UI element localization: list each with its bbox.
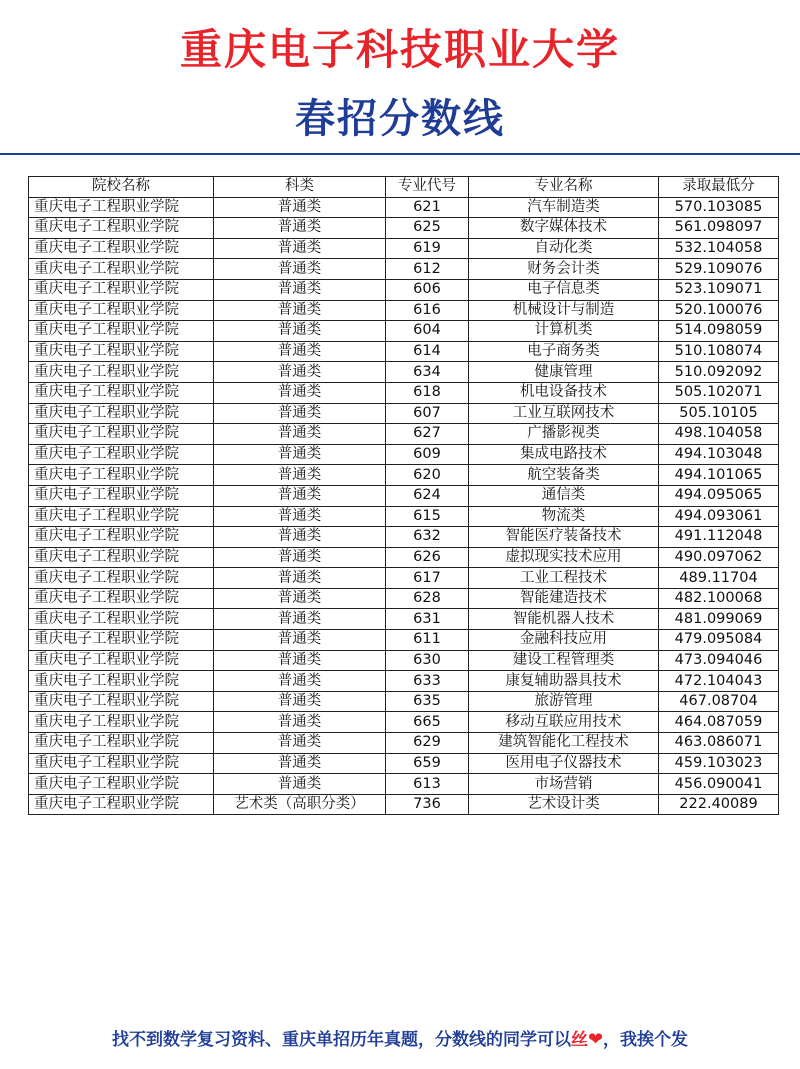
min-score-cell: 561.098097 <box>659 218 779 239</box>
school-cell: 重庆电子工程职业学院 <box>29 733 214 754</box>
table-row <box>29 588 779 609</box>
category-cell: 普通类 <box>214 424 386 445</box>
min-score-cell: 523.109071 <box>659 279 779 300</box>
major-name-cell: 金融科技应用 <box>469 630 659 651</box>
table-row <box>29 609 779 630</box>
min-score-cell: 489.11704 <box>659 568 779 589</box>
min-score-cell: 482.100068 <box>659 588 779 609</box>
table-row <box>29 650 779 671</box>
category-cell: 普通类 <box>214 753 386 774</box>
category-cell: 普通类 <box>214 650 386 671</box>
min-score-cell: 505.102071 <box>659 382 779 403</box>
min-score-cell: 510.092092 <box>659 362 779 383</box>
school-cell: 重庆电子工程职业学院 <box>29 588 214 609</box>
major-name-cell: 自动化类 <box>469 238 659 259</box>
school-cell: 重庆电子工程职业学院 <box>29 794 214 815</box>
min-score-cell: 464.087059 <box>659 712 779 733</box>
page-subtitle: 春招分数线 <box>295 96 505 142</box>
school-cell: 重庆电子工程职业学院 <box>29 691 214 712</box>
table-row <box>29 753 779 774</box>
table-row <box>29 444 779 465</box>
table-row <box>29 506 779 527</box>
major-code-cell: 629 <box>386 733 469 754</box>
min-score-cell: 459.103023 <box>659 753 779 774</box>
category-cell: 普通类 <box>214 382 386 403</box>
school-cell: 重庆电子工程职业学院 <box>29 238 214 259</box>
major-code-cell: 628 <box>386 588 469 609</box>
school-cell: 重庆电子工程职业学院 <box>29 465 214 486</box>
school-cell: 重庆电子工程职业学院 <box>29 218 214 239</box>
major-name-cell: 健康管理 <box>469 362 659 383</box>
school-cell: 重庆电子工程职业学院 <box>29 753 214 774</box>
major-code-cell: 665 <box>386 712 469 733</box>
admission-score-table <box>28 176 779 815</box>
category-cell: 普通类 <box>214 197 386 218</box>
footer-highlight: 丝 <box>570 1030 588 1050</box>
table-body <box>29 197 779 815</box>
table-row <box>29 794 779 815</box>
table-row <box>29 485 779 506</box>
major-name-cell: 工业工程技术 <box>469 568 659 589</box>
major-name-cell: 工业互联网技术 <box>469 403 659 424</box>
category-cell: 普通类 <box>214 774 386 795</box>
table-row <box>29 300 779 321</box>
school-cell: 重庆电子工程职业学院 <box>29 527 214 548</box>
major-code-cell: 736 <box>386 794 469 815</box>
table-row <box>29 630 779 651</box>
major-name-cell: 市场营销 <box>469 774 659 795</box>
min-score-cell: 222.40089 <box>659 794 779 815</box>
major-name-cell: 虚拟现实技术应用 <box>469 547 659 568</box>
min-score-cell: 505.10105 <box>659 403 779 424</box>
table-row <box>29 279 779 300</box>
min-score-cell: 494.101065 <box>659 465 779 486</box>
major-name-cell: 广播影视类 <box>469 424 659 445</box>
major-name-cell: 电子商务类 <box>469 341 659 362</box>
major-name-cell: 财务会计类 <box>469 259 659 280</box>
category-cell: 普通类 <box>214 259 386 280</box>
category-cell: 普通类 <box>214 506 386 527</box>
major-code-cell: 614 <box>386 341 469 362</box>
min-score-cell: 494.103048 <box>659 444 779 465</box>
table-row <box>29 218 779 239</box>
major-code-cell: 619 <box>386 238 469 259</box>
table-row <box>29 197 779 218</box>
school-cell: 重庆电子工程职业学院 <box>29 362 214 383</box>
major-name-cell: 建筑智能化工程技术 <box>469 733 659 754</box>
major-code-cell: 617 <box>386 568 469 589</box>
min-score-cell: 529.109076 <box>659 259 779 280</box>
column-category-header: 科类 <box>214 177 386 198</box>
min-score-cell: 520.100076 <box>659 300 779 321</box>
column-school-header: 院校名称 <box>29 177 214 198</box>
school-cell: 重庆电子工程职业学院 <box>29 403 214 424</box>
table-row <box>29 527 779 548</box>
min-score-cell: 532.104058 <box>659 238 779 259</box>
category-cell: 普通类 <box>214 671 386 692</box>
major-code-cell: 604 <box>386 321 469 342</box>
major-name-cell: 航空装备类 <box>469 465 659 486</box>
major-code-cell: 620 <box>386 465 469 486</box>
table-row <box>29 547 779 568</box>
footer-text-after: ，我挨个发 <box>603 1030 689 1050</box>
major-code-cell: 615 <box>386 506 469 527</box>
min-score-cell: 479.095084 <box>659 630 779 651</box>
school-cell: 重庆电子工程职业学院 <box>29 774 214 795</box>
category-cell: 普通类 <box>214 362 386 383</box>
major-code-cell: 616 <box>386 300 469 321</box>
table-row <box>29 382 779 403</box>
category-cell: 普通类 <box>214 341 386 362</box>
column-major-name-header: 专业名称 <box>469 177 659 198</box>
school-cell: 重庆电子工程职业学院 <box>29 300 214 321</box>
major-code-cell: 632 <box>386 527 469 548</box>
category-cell: 普通类 <box>214 712 386 733</box>
school-cell: 重庆电子工程职业学院 <box>29 609 214 630</box>
min-score-cell: 467.08704 <box>659 691 779 712</box>
table-row <box>29 321 779 342</box>
major-name-cell: 汽车制造类 <box>469 197 659 218</box>
category-cell: 普通类 <box>214 279 386 300</box>
table-row <box>29 671 779 692</box>
table-row <box>29 712 779 733</box>
school-cell: 重庆电子工程职业学院 <box>29 259 214 280</box>
major-name-cell: 旅游管理 <box>469 691 659 712</box>
school-cell: 重庆电子工程职业学院 <box>29 279 214 300</box>
major-code-cell: 612 <box>386 259 469 280</box>
major-code-cell: 609 <box>386 444 469 465</box>
major-code-cell: 613 <box>386 774 469 795</box>
school-cell: 重庆电子工程职业学院 <box>29 197 214 218</box>
major-name-cell: 移动互联应用技术 <box>469 712 659 733</box>
category-cell: 普通类 <box>214 403 386 424</box>
major-code-cell: 635 <box>386 691 469 712</box>
column-major-code-header: 专业代号 <box>386 177 469 198</box>
min-score-cell: 490.097062 <box>659 547 779 568</box>
category-cell: 普通类 <box>214 630 386 651</box>
major-code-cell: 659 <box>386 753 469 774</box>
min-score-cell: 456.090041 <box>659 774 779 795</box>
category-cell: 普通类 <box>214 588 386 609</box>
category-cell: 普通类 <box>214 485 386 506</box>
category-cell: 普通类 <box>214 609 386 630</box>
school-cell: 重庆电子工程职业学院 <box>29 444 214 465</box>
major-code-cell: 630 <box>386 650 469 671</box>
min-score-cell: 494.093061 <box>659 506 779 527</box>
table-row <box>29 362 779 383</box>
column-min-score-header: 录取最低分 <box>659 177 779 198</box>
table-row <box>29 238 779 259</box>
school-cell: 重庆电子工程职业学院 <box>29 506 214 527</box>
min-score-cell: 463.086071 <box>659 733 779 754</box>
min-score-cell: 491.112048 <box>659 527 779 548</box>
school-cell: 重庆电子工程职业学院 <box>29 321 214 342</box>
major-name-cell: 医用电子仪器技术 <box>469 753 659 774</box>
major-name-cell: 建设工程管理类 <box>469 650 659 671</box>
major-code-cell: 624 <box>386 485 469 506</box>
table-row <box>29 568 779 589</box>
category-cell: 普通类 <box>214 321 386 342</box>
table-header-row <box>29 177 779 198</box>
min-score-cell: 473.094046 <box>659 650 779 671</box>
page-title: 重庆电子科技职业大学 <box>179 25 620 74</box>
school-cell: 重庆电子工程职业学院 <box>29 547 214 568</box>
major-name-cell: 物流类 <box>469 506 659 527</box>
category-cell: 普通类 <box>214 568 386 589</box>
major-code-cell: 607 <box>386 403 469 424</box>
major-name-cell: 智能建造技术 <box>469 588 659 609</box>
major-name-cell: 通信类 <box>469 485 659 506</box>
category-cell: 普通类 <box>214 547 386 568</box>
table-row <box>29 774 779 795</box>
heart-icon: ❤ <box>587 1029 604 1050</box>
major-name-cell: 电子信息类 <box>469 279 659 300</box>
major-code-cell: 626 <box>386 547 469 568</box>
major-code-cell: 606 <box>386 279 469 300</box>
min-score-cell: 570.103085 <box>659 197 779 218</box>
footer-note <box>0 1028 800 1052</box>
school-cell: 重庆电子工程职业学院 <box>29 650 214 671</box>
major-code-cell: 611 <box>386 630 469 651</box>
category-cell: 普通类 <box>214 238 386 259</box>
major-name-cell: 机械设计与制造 <box>469 300 659 321</box>
school-cell: 重庆电子工程职业学院 <box>29 485 214 506</box>
table-row <box>29 733 779 754</box>
school-cell: 重庆电子工程职业学院 <box>29 341 214 362</box>
school-cell: 重庆电子工程职业学院 <box>29 630 214 651</box>
major-name-cell: 数字媒体技术 <box>469 218 659 239</box>
table-row <box>29 465 779 486</box>
category-cell: 普通类 <box>214 733 386 754</box>
min-score-cell: 494.095065 <box>659 485 779 506</box>
min-score-cell: 498.104058 <box>659 424 779 445</box>
school-cell: 重庆电子工程职业学院 <box>29 671 214 692</box>
header-divider <box>0 153 800 155</box>
category-cell: 艺术类（高职分类） <box>214 794 386 815</box>
table-row <box>29 424 779 445</box>
school-cell: 重庆电子工程职业学院 <box>29 424 214 445</box>
table-row <box>29 691 779 712</box>
category-cell: 普通类 <box>214 527 386 548</box>
major-code-cell: 621 <box>386 197 469 218</box>
min-score-cell: 481.099069 <box>659 609 779 630</box>
school-cell: 重庆电子工程职业学院 <box>29 382 214 403</box>
min-score-cell: 472.104043 <box>659 671 779 692</box>
min-score-cell: 510.108074 <box>659 341 779 362</box>
category-cell: 普通类 <box>214 300 386 321</box>
category-cell: 普通类 <box>214 691 386 712</box>
major-name-cell: 智能机器人技术 <box>469 609 659 630</box>
major-code-cell: 625 <box>386 218 469 239</box>
category-cell: 普通类 <box>214 218 386 239</box>
major-code-cell: 633 <box>386 671 469 692</box>
major-name-cell: 集成电路技术 <box>469 444 659 465</box>
table-row <box>29 341 779 362</box>
major-code-cell: 634 <box>386 362 469 383</box>
major-code-cell: 631 <box>386 609 469 630</box>
major-name-cell: 康复辅助器具技术 <box>469 671 659 692</box>
major-name-cell: 智能医疗装备技术 <box>469 527 659 548</box>
min-score-cell: 514.098059 <box>659 321 779 342</box>
category-cell: 普通类 <box>214 465 386 486</box>
footer-text-before: 找不到数学复习资料、重庆单招历年真题，分数线的同学可以 <box>111 1030 571 1050</box>
school-cell: 重庆电子工程职业学院 <box>29 568 214 589</box>
major-code-cell: 618 <box>386 382 469 403</box>
category-cell: 普通类 <box>214 444 386 465</box>
table-row <box>29 259 779 280</box>
table-row <box>29 403 779 424</box>
major-name-cell: 计算机类 <box>469 321 659 342</box>
school-cell: 重庆电子工程职业学院 <box>29 712 214 733</box>
major-name-cell: 艺术设计类 <box>469 794 659 815</box>
major-code-cell: 627 <box>386 424 469 445</box>
major-name-cell: 机电设备技术 <box>469 382 659 403</box>
